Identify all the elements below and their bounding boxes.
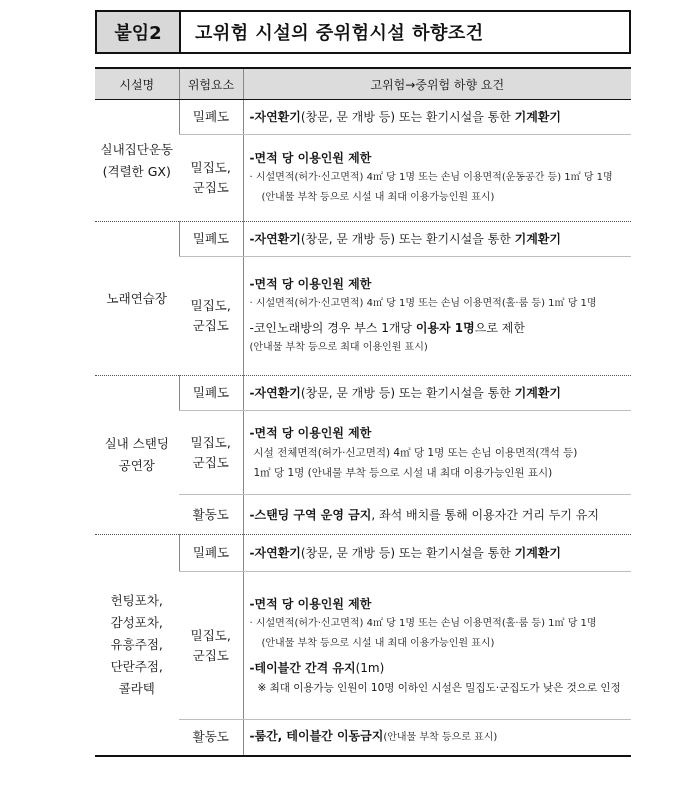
risk-factor-cell: 밀폐도 xyxy=(179,222,243,257)
risk-factor-cell: 밀집도, 군집도 xyxy=(179,572,243,720)
risk-factor-cell: 활동도 xyxy=(179,720,243,756)
table-row xyxy=(95,376,631,411)
risk-factor-cell: 밀폐도 xyxy=(179,100,243,135)
facility-name-cell: 실내 스탠딩 공연장 xyxy=(95,376,179,535)
attachment-badge: 붙임2 xyxy=(97,12,181,52)
requirement-cell: -룸간, 테이블간 이동금지(안내물 부착 등으로 표시) xyxy=(243,720,631,756)
risk-factor-cell: 활동도 xyxy=(179,495,243,535)
facility-name-cell: 헌팅포차, 감성포차, 유흥주점, 단란주점, 콜라텍 xyxy=(95,535,179,756)
column-header-risk: 위험요소 xyxy=(179,68,243,100)
requirement-cell: -자연환기(창문, 문 개방 등) 또는 환기시설을 통한 기계환기 xyxy=(243,376,631,411)
table-row xyxy=(95,222,631,257)
column-header-requirement: 고위험→중위험 하향 요건 xyxy=(243,68,631,100)
exemption-note: ※ 최대 이용가능 인원이 10명 이하인 시설은 밀집도·군집도가 낮은 것으로 인정 xyxy=(257,681,621,694)
table-row xyxy=(95,535,631,572)
table-row xyxy=(95,100,631,135)
page-header xyxy=(95,10,631,54)
risk-factor-cell: 밀집도, 군집도 xyxy=(179,135,243,222)
requirement-cell: -면적 당 이용인원 제한 · 시설면적(허가·신고면적) 4㎡ 당 1명 또는 손님 이용면적(운동공간 등) 1㎡ 당 1명 (안내물 부착 등으로 시설 내 최대 이용가능인원 표시) xyxy=(243,135,631,222)
risk-factor-cell: 밀집도, 군집도 xyxy=(179,411,243,495)
risk-factor-cell: 밀폐도 xyxy=(179,376,243,411)
requirement-cell: -자연환기(창문, 문 개방 등) 또는 환기시설을 통한 기계환기 xyxy=(243,100,631,135)
requirement-cell: -면적 당 이용인원 제한 · 시설면적(허가·신고면적) 4㎡ 당 1명 또는 손님 이용면적(홀·룸 등) 1㎡ 당 1명 (안내물 부착 등으로 시설 내 최대 이용가능인원 표시) -테이블간 간격 유지(1m) ※ 최대 이용가능 인원이 10명 이하인 시설은 밀집도·군집도가 낮은 것으로 인정 xyxy=(243,572,631,720)
risk-factor-cell: 밀집도, 군집도 xyxy=(179,257,243,376)
risk-factor-cell: 밀폐도 xyxy=(179,535,243,572)
facility-name-cell: 실내집단운동 (격렬한 GX) xyxy=(95,100,179,222)
facility-name-cell: 노래연습장 xyxy=(95,222,179,376)
page-title: 고위험 시설의 중위험시설 하향조건 xyxy=(195,23,484,44)
requirements-table xyxy=(95,67,631,757)
requirement-cell: -자연환기(창문, 문 개방 등) 또는 환기시설을 통한 기계환기 xyxy=(243,222,631,257)
column-header-facility: 시설명 xyxy=(95,68,179,100)
requirement-cell: -면적 당 이용인원 제한 시설 전체면적(허가·신고면적) 4㎡ 당 1명 또는 손님 이용면적(객석 등) 1㎡ 당 1명 (안내물 부착 등으로 시설 내 최대 이용가능인원 표시) xyxy=(243,411,631,495)
table-header-row xyxy=(95,68,631,100)
requirement-cell: -스탠딩 구역 운영 금지, 좌석 배치를 통해 이용자간 거리 두기 유지 xyxy=(243,495,631,535)
requirement-cell: -자연환기(창문, 문 개방 등) 또는 환기시설을 통한 기계환기 xyxy=(243,535,631,572)
requirement-cell: -면적 당 이용인원 제한 · 시설면적(허가·신고면적) 4㎡ 당 1명 또는 손님 이용면적(홀·룸 등) 1㎡ 당 1명 -코인노래방의 경우 부스 1개당 이용자 1명으로 제한 (안내물 부착 등으로 최대 이용인원 표시) xyxy=(243,257,631,376)
